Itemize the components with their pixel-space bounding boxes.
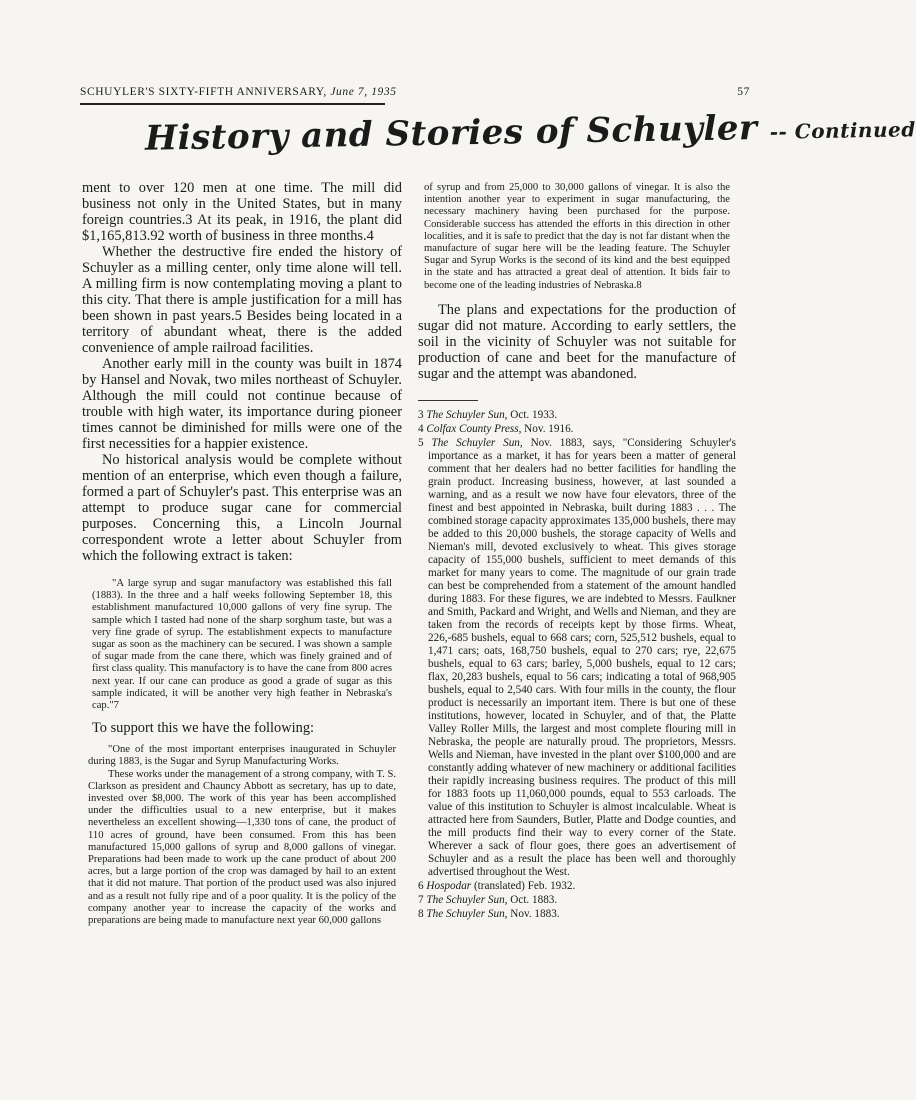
footnote-number: 6 xyxy=(418,879,427,892)
footnote xyxy=(418,437,736,879)
publication-line xyxy=(80,86,397,98)
footnote-source: The Schuyler Sun, xyxy=(426,408,508,421)
publication-date: June 7, 1935 xyxy=(330,86,397,98)
paragraph: To support this we have the following: xyxy=(92,720,315,737)
footnote-number: 8 xyxy=(418,907,427,920)
footnote-source: Hospodar xyxy=(426,879,472,892)
banner-continued: -- Continued xyxy=(769,117,916,144)
right-column xyxy=(418,182,736,922)
paragraph: ment to over 120 men at one time. The mill did business not only in the United States, but in many foreign countries.3 At its peak, in 1916, the plant did $1,165,813.92 worth of business in three months.4 xyxy=(82,180,402,244)
quoted-extract: These works under the management of a strong company, with T. S. Clarkson as president and Chauncy Abbott as secretary, has up to date, invested over $8,000. The work of this year has been accomplished under the difficulties usual to a new enterprise, but it makes nevertheless an excellent showing—1,330 tons of cane, the product of 110 acres of ground, have been consumed. From this has been manufactured 15,000 gallons of syrup and 8,000 gallons of vinegar. Preparations had been made to work up the cane product of about 200 acres, but a large portion of the crop was damaged by hail to an extent that it did not mature. That portion of the product used was also injured and as a result not fully ripe and of a poor quality. It is the policy of the company another year to increase the capacity of the works and preparations are being made to manufacture next year 60,000 gallons xyxy=(88,768,396,927)
footnote-source: The Schuyler Sun, xyxy=(431,436,523,449)
page-number: 57 xyxy=(737,86,750,98)
footnote-source: The Schuyler Sun, xyxy=(426,907,508,920)
footnote-text: Nov. 1883, says, "Considering Schuyler's importance as a market, it has for years been a matter of general comment that her dealers had no better facilities for handling the grain product. Increasing business, however, at last sounded a warning, and as a result we now have four elevators, three of the finest and best appointed in Nebraska, built during 1883 . . . The combined storage capacity approximates 135,000 bushels, there may be added to this 20,000 bushels, the storage capacity of Wells and Nieman's mill, devoted exclusively to wheat. This gives storage capacity of 155,000 bushels, sufficient to meet demands of this market for many years to come. The magnitude of our grain trade can best be comprehended from a statement of the amount handled during 1883. For these figures, we are indebted to Messrs. Faulkner and Smith, Packard and Wright, and Wells and Nieman, and they are taken from the records of receipts kept by those firms. Wheat, 226,-685 bushels, equal to 668 cars; corn, 525,512 bushels, equal to 1,471 cars; oats, 168,750 bushels, equal to 270 cars; rye, 22,675 bushels, equal to 63 cars; barley, 5,000 bushels, equal to 12 cars; flax, 20,283 bushels, equal to 56 cars; indicating a total of 968,905 bushels, equal to 2,540 cars. With four mills in the county, the flour product is necessarily an important item. There is but one of these institutions, however, located in Schuyler, and of that, the Platte Valley Roller Mills, the largest and most complete flouring mill in Nebraska, the people are naturally proud. The proprietors, Messrs. Wells and Nieman, have invested in the plant over $100,000 and are constantly adding whatever of new machinery or additional facilities their rapidly increasing business requires. The product of this mill for 1883 foots up 11,060,000 pounds, equal to 553 carloads. The value of this institution to Schuyler is almost incalculable. Wheat is attracted here from Saunders, Butler, Platte and Dodge counties, and the mill products find their way to every corner of the State. Wherever a sack of flour goes, there goes an advertisement of Schuyler and as a result the place has been well and thoroughly advertised throughout the West. xyxy=(428,436,737,878)
paragraph: Another early mill in the county was built in 1874 by Hansel and Novak, two miles northeast of Schuyler. Although the mill could not continue because of trouble with high water, its importance during pioneer times cannot be diminished for mills were one of the first necessities for a happier existence. xyxy=(82,356,402,452)
footnote-text: Nov. 1916. xyxy=(521,422,574,435)
quoted-extract: of syrup and from 25,000 to 30,000 gallons of vinegar. It is also the intention another year to experiment in sugar manufacturing, the necessary machinery having been purchased for the purpose. Considerable success has attended the efforts in this direction in other localities, and it is safe to predict that the day is not far distant when the manufacture of sugar here will be the leading feature. The Schuyler Sugar and Syrup Works is the second of its kind and the best equipped in the state and has attracted a great deal of attention. It bids fair to become one of the leading industries of Nebraska.8 xyxy=(424,182,730,291)
section-banner xyxy=(145,105,916,158)
footnote-source: The Schuyler Sun, xyxy=(426,893,508,906)
footnote-source: Colfax County Press, xyxy=(426,422,522,435)
footnote-text: Oct. 1883. xyxy=(507,893,558,906)
paragraph: Whether the destructive fire ended the history of Schuyler as a milling center, only time alone will tell. A milling firm is now contemplating moving a plant to this city. That there is ample justification for a mill has been shown in past years.5 Besides being located in a territory of abundant wheat, there is the added convenience of ample railroad facilities. xyxy=(82,244,402,356)
footnote xyxy=(418,880,736,893)
footnote-text: Oct. 1933. xyxy=(507,408,558,421)
paragraph: No historical analysis would be complete without mention of an enterprise, which even though a failure, formed a part of Schuyler's past. This enterprise was an attempt to produce sugar cane for commercial purposes. Concerning this, a Lincoln Journal correspondent wrote a letter about Schuyler from which the following extract is taken: xyxy=(82,452,402,564)
footnote xyxy=(418,423,736,436)
running-head xyxy=(80,86,750,98)
footnote-rule xyxy=(418,400,478,401)
footnote-number: 4 xyxy=(418,422,427,435)
footnote xyxy=(418,894,736,907)
paragraph: The plans and expectations for the production of sugar did not mature. According to early settlers, the soil in the vicinity of Schuyler was not suitable for production of cane and beet for the manufacture of sugar and the attempt was abandoned. xyxy=(418,301,736,382)
quoted-extract: "One of the most important enterprises inaugurated in Schuyler during 1883, is the Sugar and Syrup Manufacturing Works. xyxy=(88,744,396,768)
footnote-number: 3 xyxy=(418,408,427,421)
footnote-number: 5 xyxy=(418,436,432,449)
left-column xyxy=(82,180,402,927)
footnotes xyxy=(418,409,736,921)
footnote-text: Nov. 1883. xyxy=(507,907,560,920)
publication-title: SCHUYLER'S SIXTY-FIFTH ANNIVERSARY, xyxy=(80,86,327,98)
banner-title: History and Stories of Schuyler xyxy=(144,108,758,159)
footnote xyxy=(418,409,736,422)
header-rule xyxy=(80,103,385,105)
footnote-text: (translated) Feb. 1932. xyxy=(471,879,576,892)
quoted-extract: "A large syrup and sugar manufactory was established this fall (1883). In the three and a half weeks following September 18, this establishment manufactured 10,000 gallons of very fine syrup. The sample which I tasted had none of the sharp sorghum taste, but was a very fine grade of syrup. The establishment expects to manufacture sugar as soon as the machinery can be secured. I was shown a sample of sugar made from the cane there, which was finely grained and of first class quality. This manufactory is to have the cane from 800 acres next year. If our cane can produce as good a grade of sugar as this sample indicated, it will be another very high feather in Nebraska's cap."7 xyxy=(92,578,392,712)
footnote xyxy=(418,908,736,921)
footnote-number: 7 xyxy=(418,893,427,906)
